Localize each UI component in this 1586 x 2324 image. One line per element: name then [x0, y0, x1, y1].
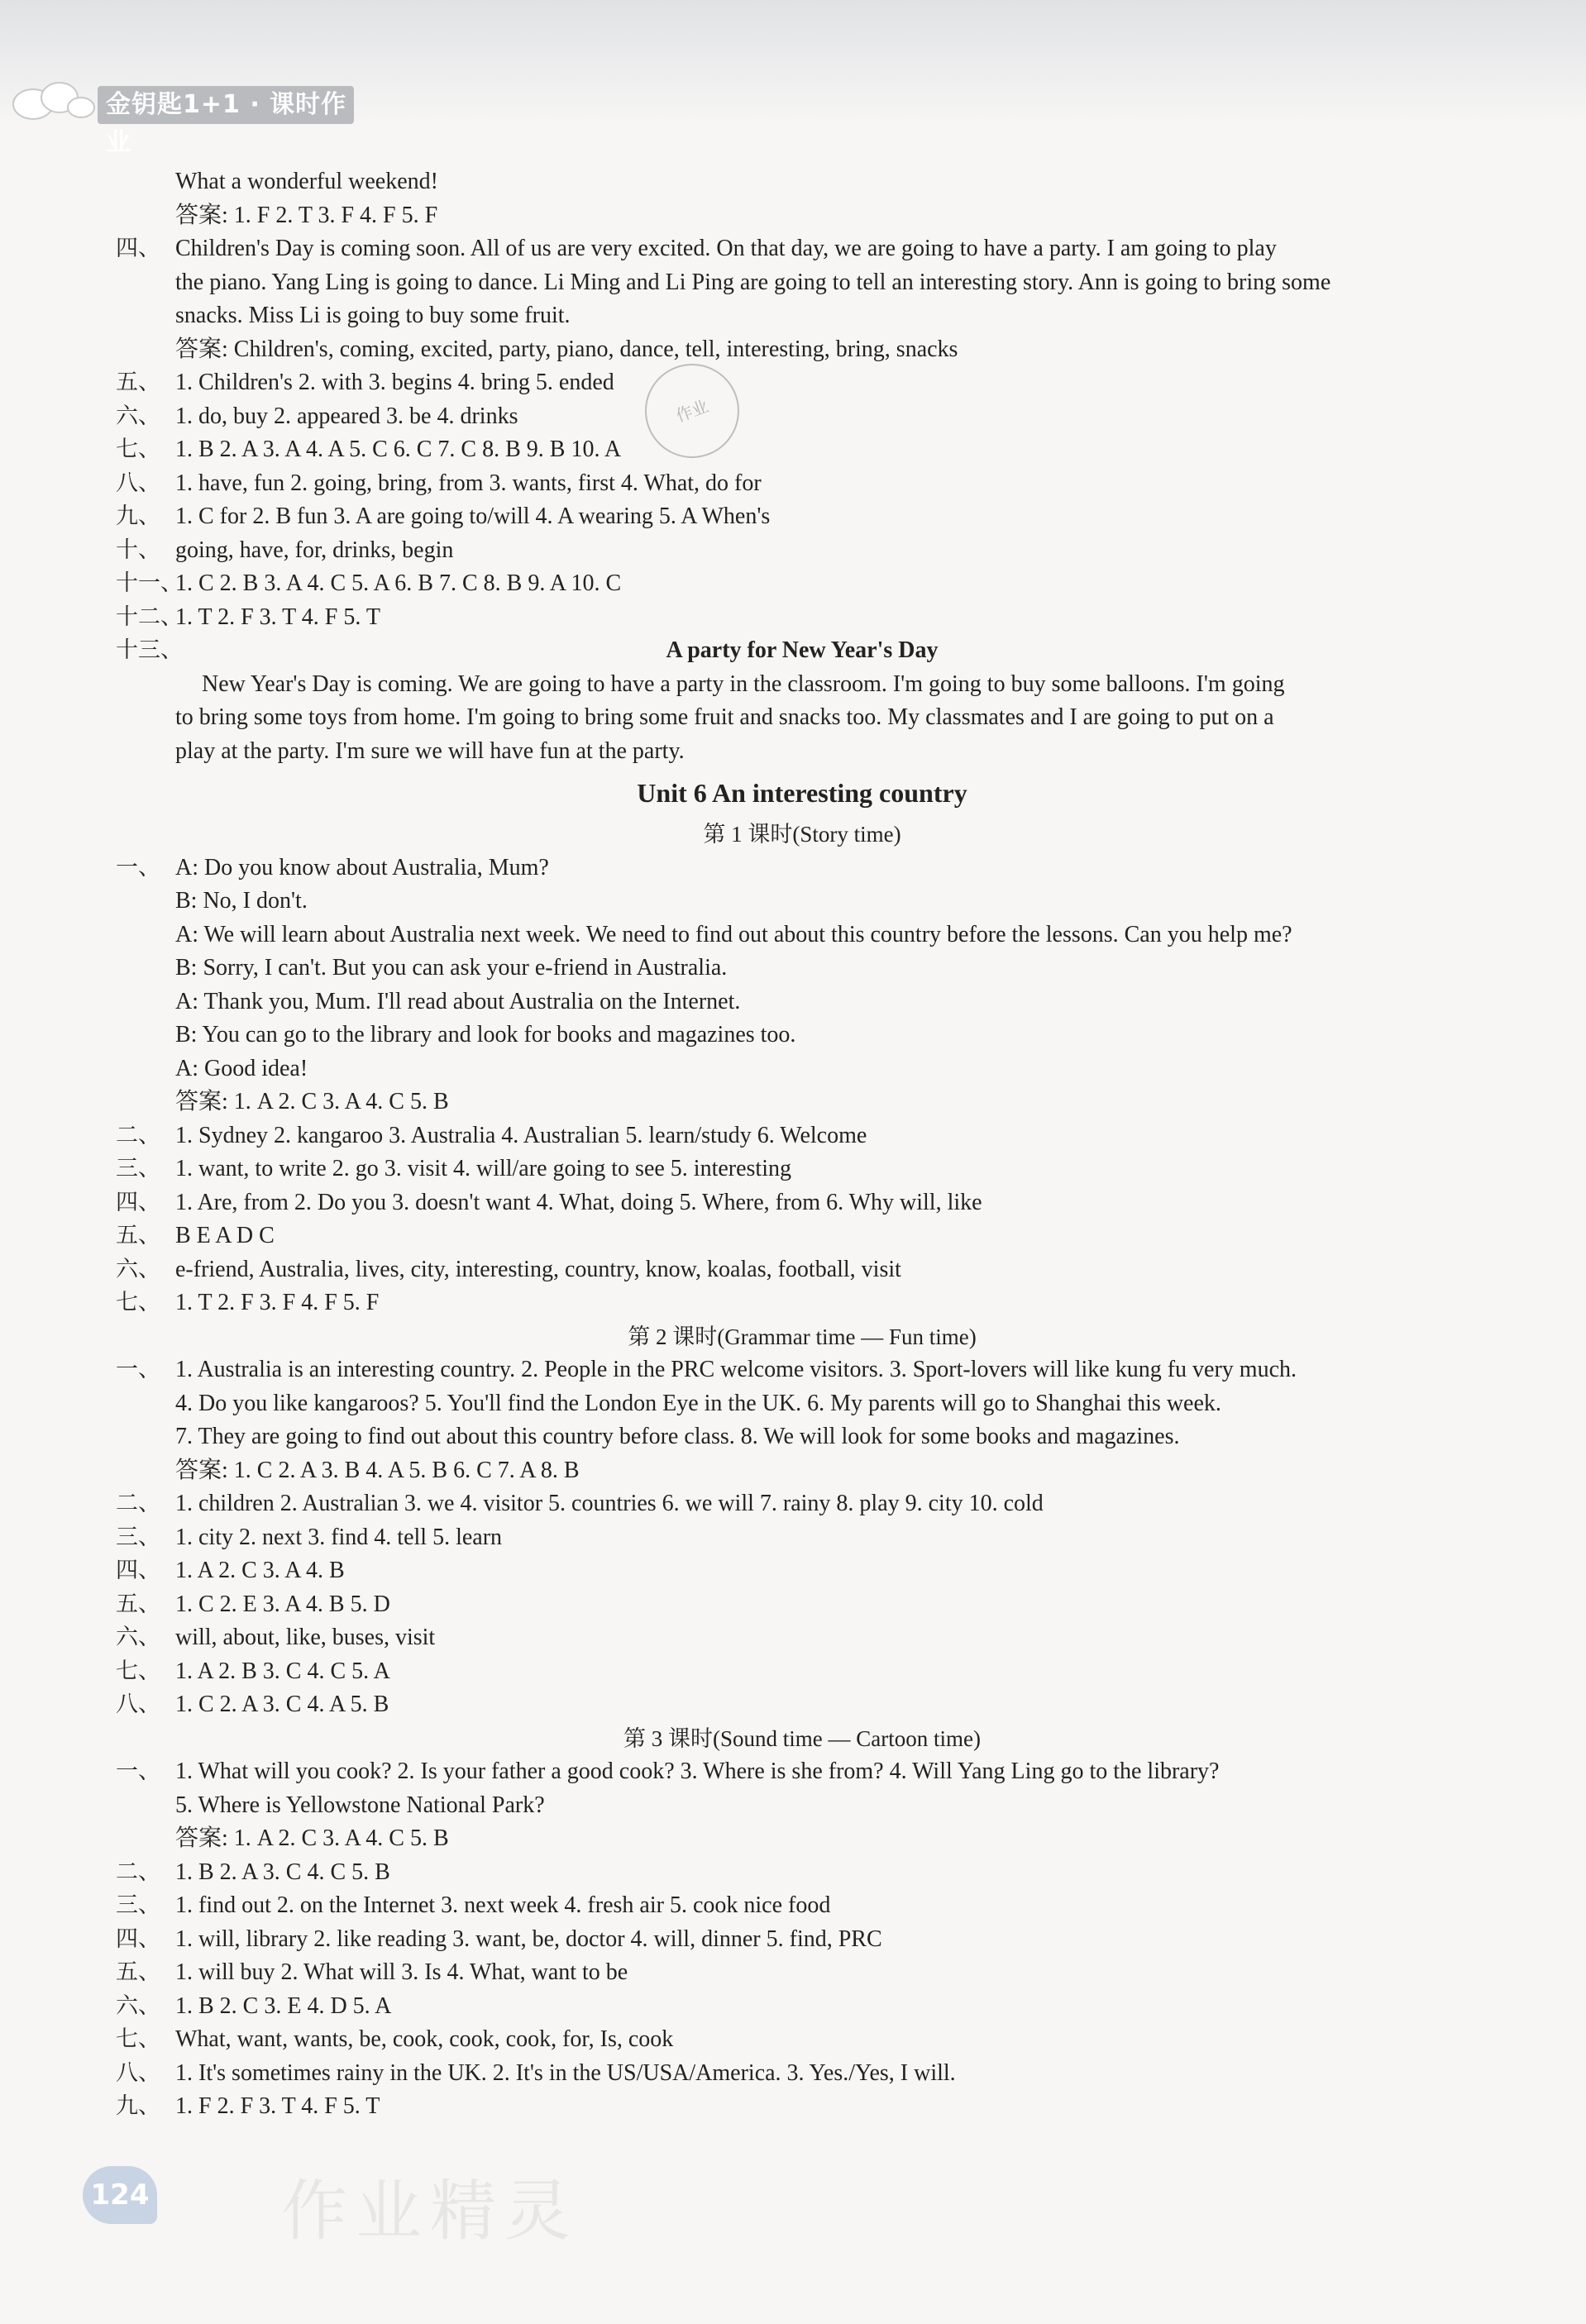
answer-line: [116, 1286, 1488, 1320]
answer-line: [116, 1688, 1488, 1722]
answer-text: 1. Australia is an interesting country. 2. People in the PRC welcome visitors. 3. Sport-lovers will like kung fu very much.: [175, 1357, 1297, 1382]
item-number: 九、: [116, 503, 160, 529]
item-number: 六、: [116, 1256, 160, 1282]
answer-text: B: No, I don't.: [175, 888, 308, 914]
answer-line: [116, 1889, 1488, 1923]
answer-line: [116, 1521, 1488, 1555]
answer-text: 1. children 2. Australian 3. we 4. visitor 5. countries 6. we will 7. rainy 8. play 9. city 10. cold: [175, 1491, 1044, 1516]
answer-text: will, about, like, buses, visit: [175, 1625, 436, 1650]
answer-text: 1. C 2. A 3. C 4. A 5. B: [175, 1692, 389, 1717]
answer-line: [116, 1588, 1488, 1622]
page-number: 124: [83, 2166, 157, 2224]
answer-line: [116, 1789, 1488, 1823]
item-number: 七、: [116, 1290, 160, 1315]
item-number: 十三、: [116, 637, 183, 663]
answer-text: going, have, for, drinks, begin: [175, 537, 454, 563]
item-number: 十、: [116, 537, 160, 563]
answer-line: [116, 919, 1488, 952]
item-number: 八、: [116, 470, 160, 496]
item-number: 八、: [116, 1692, 160, 1717]
answer-text: 1. A 2. B 3. C 4. C 5. A: [175, 1658, 390, 1684]
answer-line: [116, 634, 1488, 668]
item-number: 六、: [116, 403, 160, 429]
answer-text: 1. C 2. E 3. A 4. B 5. D: [175, 1591, 390, 1617]
answer-text: B: You can go to the library and look for books and magazines too.: [175, 1022, 796, 1047]
answer-text: 答案: 1. F 2. T 3. F 4. F 5. F: [175, 202, 438, 228]
answer-line: [116, 985, 1488, 1019]
item-number: 七、: [116, 437, 160, 462]
item-number: 一、: [116, 1357, 160, 1382]
answer-line: [116, 333, 1488, 367]
answer-line: [116, 266, 1488, 300]
answer-line: [116, 885, 1488, 919]
answer-line: [116, 400, 1488, 434]
stamp-seal: 作业: [632, 351, 752, 471]
answer-text: What a wonderful weekend!: [175, 169, 438, 194]
answer-line: [116, 232, 1488, 266]
answer-text: 1. Sydney 2. kangaroo 3. Australia 4. Australian 5. learn/study 6. Welcome: [175, 1122, 867, 1148]
answer-line: [116, 852, 1488, 885]
answer-text: 1. B 2. C 3. E 4. D 5. A: [175, 1992, 392, 2019]
item-number: 一、: [116, 854, 160, 880]
answer-line: [116, 1420, 1488, 1454]
answer-text: 1. have, fun 2. going, bring, from 3. wants, first 4. What, do for: [175, 470, 762, 496]
answer-line: [116, 299, 1488, 333]
answer-line: [116, 2023, 1488, 2057]
answer-text: the piano. Yang Ling is going to dance. Li Ming and Li Ping are going to tell an interesting story. Ann is going to bring some: [175, 269, 1331, 295]
answer-text: 7. They are going to find out about this country before class. 8. We will look for some books and magazines.: [175, 1424, 1180, 1449]
item-number: 六、: [116, 1992, 160, 2019]
answer-text: 1. A 2. C 3. A 4. B: [175, 1558, 345, 1583]
item-number: 十一、: [116, 570, 183, 596]
answer-line: [116, 601, 1488, 635]
answer-text: 1. F 2. F 3. T 4. F 5. T: [175, 2093, 380, 2119]
answer-text: A: We will learn about Australia next week. We need to find out about this country before the lessons. Can you help me?: [175, 921, 1292, 947]
answer-text: 1. find out 2. on the Internet 3. next week 4. fresh air 5. cook nice food: [175, 1892, 831, 1918]
answer-line: [116, 534, 1488, 568]
answer-line: [116, 1086, 1488, 1119]
answer-text: 5. Where is Yellowstone National Park?: [175, 1792, 545, 1818]
answer-text: A: Good idea!: [175, 1055, 308, 1081]
item-number: 三、: [116, 1156, 160, 1181]
lesson3-answers: [116, 1755, 1488, 2124]
item-number: 八、: [116, 2059, 160, 2086]
answer-text: 答案: 1. A 2. C 3. A 4. C 5. B: [175, 1825, 449, 1851]
item-number: 六、: [116, 1625, 160, 1650]
answer-line: [116, 1554, 1488, 1588]
watermark: 作业精灵: [281, 2173, 579, 2250]
answer-text: 答案: 1. A 2. C 3. A 4. C 5. B: [175, 1089, 449, 1114]
answer-text: B E A D C: [175, 1223, 275, 1248]
answer-text: What, want, wants, be, cook, cook, cook, for, Is, cook: [175, 2026, 674, 2052]
answer-line: [116, 1119, 1488, 1153]
page-header: [0, 0, 1586, 157]
lesson-title: 第 1 课时(Story time): [703, 822, 901, 847]
answer-text: A party for New Year's Day: [666, 637, 939, 663]
answer-text: Children's Day is coming soon. All of us are very excited. On that day, we are going to have a party. I am going to play: [175, 236, 1277, 261]
answer-line: [116, 1186, 1488, 1220]
answer-text: New Year's Day is coming. We are going to have a party in the classroom. I'm going to buy some balloons. I'm going: [202, 670, 1285, 697]
brand-title: 金钥匙1+1 · 课时作业: [98, 86, 354, 124]
answer-text: 1. city 2. next 3. find 4. tell 5. learn: [175, 1524, 503, 1550]
answer-text: e-friend, Australia, lives, city, interesting, country, know, koalas, football, visit: [175, 1256, 901, 1282]
item-number: 七、: [116, 2026, 160, 2052]
item-number: 十二、: [116, 604, 183, 630]
answer-line: [116, 1219, 1488, 1253]
item-number: 五、: [116, 1959, 160, 1985]
answer-text: 1. It's sometimes rainy in the UK. 2. It's in the US/USA/America. 3. Yes./Yes, I will.: [175, 2059, 956, 2086]
item-number: 二、: [116, 1859, 160, 1885]
answer-line: [116, 952, 1488, 985]
lesson2-answers: [116, 1353, 1488, 1722]
answer-line: [116, 668, 1488, 702]
answer-line: [116, 1353, 1488, 1387]
lesson1-answers: [116, 852, 1488, 1320]
answer-line: [116, 1052, 1488, 1086]
lesson-title: 第 3 课时(Sound time — Cartoon time): [623, 1725, 981, 1751]
answer-line: [116, 1856, 1488, 1890]
answer-line: [116, 1253, 1488, 1287]
unit-title: Unit 6 An interesting country: [637, 778, 967, 808]
answer-line: [116, 567, 1488, 601]
item-number: 四、: [116, 1926, 160, 1952]
answer-line: [116, 1755, 1488, 1789]
answer-text: A: Thank you, Mum. I'll read about Australia on the Internet.: [175, 988, 741, 1014]
answer-text: 1. B 2. A 3. C 4. C 5. B: [175, 1859, 390, 1885]
answer-text: snacks. Miss Li is going to buy some fruit.: [175, 303, 571, 328]
answer-line: [116, 1990, 1488, 2024]
item-number: 四、: [116, 1189, 160, 1215]
answer-text: 答案: 1. C 2. A 3. B 4. A 5. B 6. C 7. A 8. B: [175, 1457, 580, 1483]
answer-text: to bring some toys from home. I'm going to bring some fruit and snacks too. My classmates and I are going to put on a: [175, 704, 1274, 730]
answer-line: [116, 701, 1488, 735]
answer-line: [116, 366, 1488, 400]
answer-line: [116, 1655, 1488, 1689]
answer-text: 1. C for 2. B fun 3. A are going to/will 4. A wearing 5. A When's: [175, 503, 771, 529]
answer-line: [116, 2057, 1488, 2091]
answer-line: [116, 1387, 1488, 1421]
answer-line: [116, 1956, 1488, 1990]
answer-line: [116, 2090, 1488, 2124]
answer-line: [116, 500, 1488, 534]
answer-text: 1. T 2. F 3. T 4. F 5. T: [175, 604, 380, 630]
answer-text: 1. T 2. F 3. F 4. F 5. F: [175, 1290, 380, 1315]
answer-text: 1. C 2. B 3. A 4. C 5. A 6. B 7. C 8. B 9. A 10. C: [175, 570, 622, 596]
answer-line: [116, 1923, 1488, 1957]
answer-text: 1. want, to write 2. go 3. visit 4. will/are going to see 5. interesting: [175, 1156, 791, 1181]
item-number: 四、: [116, 236, 160, 261]
answer-text: 1. will, library 2. like reading 3. want, be, doctor 4. will, dinner 5. find, PRC: [175, 1926, 882, 1952]
item-number: 三、: [116, 1892, 160, 1918]
answer-text: A: Do you know about Australia, Mum?: [175, 854, 549, 880]
answer-line: [116, 165, 1488, 199]
answer-text: 1. Children's 2. with 3. begins 4. bring 5. ended: [175, 370, 614, 395]
answer-text: 1. do, buy 2. appeared 3. be 4. drinks: [175, 403, 518, 429]
answer-text: 1. will buy 2. What will 3. Is 4. What, want to be: [175, 1959, 628, 1985]
answer-text: 1. Are, from 2. Do you 3. doesn't want 4. What, doing 5. Where, from 6. Why will, like: [175, 1189, 982, 1215]
answer-line: [116, 1621, 1488, 1655]
answer-line: [116, 1152, 1488, 1186]
item-number: 二、: [116, 1491, 160, 1516]
answer-line: [116, 433, 1488, 467]
unit5-answers: [116, 165, 1488, 768]
answer-text: 1. B 2. A 3. A 4. A 5. C 6. C 7. C 8. B 9. B 10. A: [175, 437, 622, 462]
answer-line: [116, 1487, 1488, 1521]
answer-line: [116, 1454, 1488, 1488]
lesson-title: 第 2 课时(Grammar time — Fun time): [628, 1324, 977, 1349]
item-number: 七、: [116, 1658, 160, 1684]
answer-content: [116, 165, 1488, 2124]
answer-line: [116, 467, 1488, 501]
item-number: 四、: [116, 1558, 160, 1583]
item-number: 一、: [116, 1759, 160, 1784]
item-number: 三、: [116, 1524, 160, 1550]
answer-text: play at the party. I'm sure we will have fun at the party.: [175, 737, 685, 764]
item-number: 五、: [116, 1223, 160, 1248]
item-number: 九、: [116, 2093, 160, 2119]
answer-text: B: Sorry, I can't. But you can ask your e-friend in Australia.: [175, 955, 728, 981]
answer-text: 4. Do you like kangaroos? 5. You'll find the London Eye in the UK. 6. My parents will go to Shanghai this week.: [175, 1390, 1221, 1416]
answer-line: [116, 1822, 1488, 1856]
item-number: 二、: [116, 1122, 160, 1148]
answer-text: 答案: Children's, coming, excited, party, piano, dance, tell, interesting, bring, snacks: [175, 336, 958, 362]
answer-line: [116, 1019, 1488, 1052]
answer-text: 1. What will you cook? 2. Is your father a good cook? 3. Where is she from? 4. Will Yang Ling go to the library?: [175, 1759, 1220, 1784]
cloud-icon: [8, 73, 99, 124]
item-number: 五、: [116, 370, 160, 395]
answer-line: [116, 735, 1488, 769]
answer-line: [116, 199, 1488, 233]
item-number: 五、: [116, 1591, 160, 1617]
